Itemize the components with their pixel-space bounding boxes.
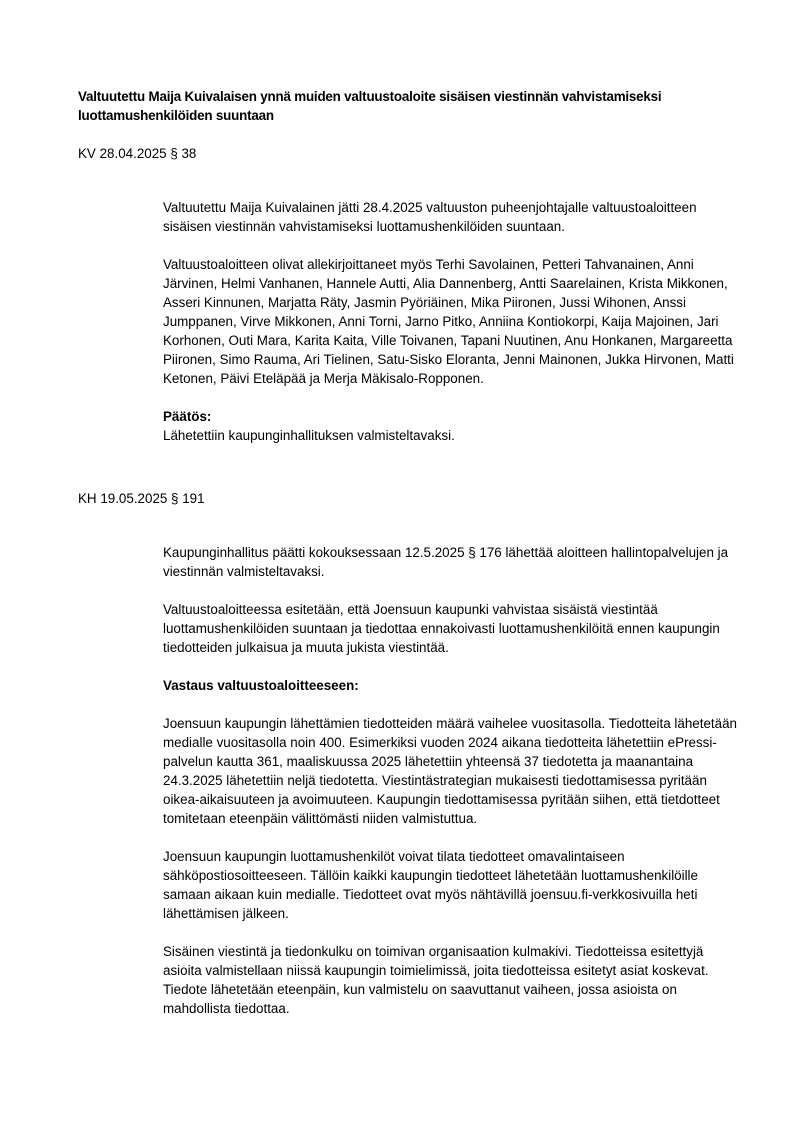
kv-paragraph-submission: Valtuutettu Maija Kuivalainen jätti 28.4.2025 valtuuston puheenjohtajalle valtuustoaloitteen sisäisen viestinnän vahvistamiseksi luottamushenkilöiden suuntaan. — [163, 200, 697, 234]
kv-section-body — [163, 198, 743, 445]
kh-section-reference: KH 19.05.2025 § 191 — [78, 491, 205, 506]
document-title: Valtuutettu Maija Kuivalaisen ynnä muiden valtuustoaloite sisäisen viestinnän vahvistamiseksi luottamushenkilöiden suuntaan — [78, 89, 662, 123]
decision-heading: Päätös: — [163, 409, 212, 424]
answer-paragraph-internal-communication: Sisäinen viestintä ja tiedonkulku on toimivan organisaation kulmakivi. Tiedotteissa esitettyjä asioita valmistellaan niissä kaupungin toimielimissä, joita tiedotteissa esitetyt asiat koskevat. Tiedote lähetetään eteenpäin, kun valmistelu on saavuttanut vaiheen, jossa asioista on mahdollista tiedottaa. — [163, 944, 709, 1016]
kh-paragraph-referral: Kaupunginhallitus päätti kokouksessaan 12.5.2025 § 176 lähettää aloitteen hallintopalvelujen ja viestinnän valmisteltavaksi. — [163, 545, 729, 579]
decision-text: Lähetettiin kaupunginhallituksen valmisteltavaksi. — [163, 428, 455, 443]
kv-section-reference: KV 28.04.2025 § 38 — [78, 146, 197, 161]
answer-paragraph-subscription: Joensuun kaupungin luottamushenkilöt voivat tilata tiedotteet omavalintaiseen sähköpostiosoitteeseen. Tällöin kaikki kaupungin tiedotteet lähetetään luottamushenkilöille samaan aikaan kuin medialle. Tiedotteet ovat myös nähtävillä joensuu.fi-verkkosivuilla heti lähettämisen jälkeen. — [163, 849, 698, 921]
answer-heading: Vastaus valtuustoaloitteeseen: — [163, 678, 359, 693]
kh-paragraph-proposal: Valtuustoaloitteessa esitetään, että Joensuun kaupunki vahvistaa sisäistä viestintää luottamushenkilöiden suuntaan ja tiedottaa ennakoivasti luottamushenkilöitä ennen kaupungin tiedotteiden julkaisua ja muuta jukista viestintää. — [163, 602, 720, 655]
answer-paragraph-volume: Joensuun kaupungin lähettämien tiedotteiden määrä vaihelee vuositasolla. Tiedotteita lähetetään medialle vuositasolla noin 400. Esimerkiksi vuoden 2024 aikana tiedotteita lähetettiin ePressi-palvelun kautta 361, maaliskuussa 2025 lähetettiin yhteensä 37 tiedotetta ja maanantaina 24.3.2025 lähetettiin neljä tiedotetta. Viestintästrategian mukaisesti tiedottamisessa pyritään oikea-aikaisuuteen ja avoimuuteen. Kaupungin tiedottamisessa pyritään siihen, että tietdotteet tomitetaan eteenpäin välittömästi niiden valmistuttua. — [163, 716, 737, 826]
kv-paragraph-signatories: Valtuustoaloitteen olivat allekirjoittaneet myös Terhi Savolainen, Petteri Tahvanainen, Anni Järvinen, Helmi Vanhanen, Hannele Autti, Alia Dannenberg, Antti Saarelainen, Krista Mikkonen, Asseri Kinnunen, Marjatta Räty, Jasmin Pyöriäinen, Mika Piironen, Jussi Wihonen, Anssi Jumppanen, Virve Mikkonen, Anni Torni, Jarno Pitko, Anniina Kontiokorpi, Kaija Majoinen, Jari Korhonen, Outi Mara, Karita Kaita, Ville Toivanen, Tapani Nuutinen, Anu Honkanen, Margareetta Piironen, Simo Rauma, Ari Tielinen, Satu-Sisko Eloranta, Jenni Mainonen, Jukka Hirvonen, Matti Ketonen, Päivi Eteläpää ja Merja Mäkisalo-Ropponen. — [163, 257, 734, 386]
kh-section-body — [163, 543, 743, 1018]
